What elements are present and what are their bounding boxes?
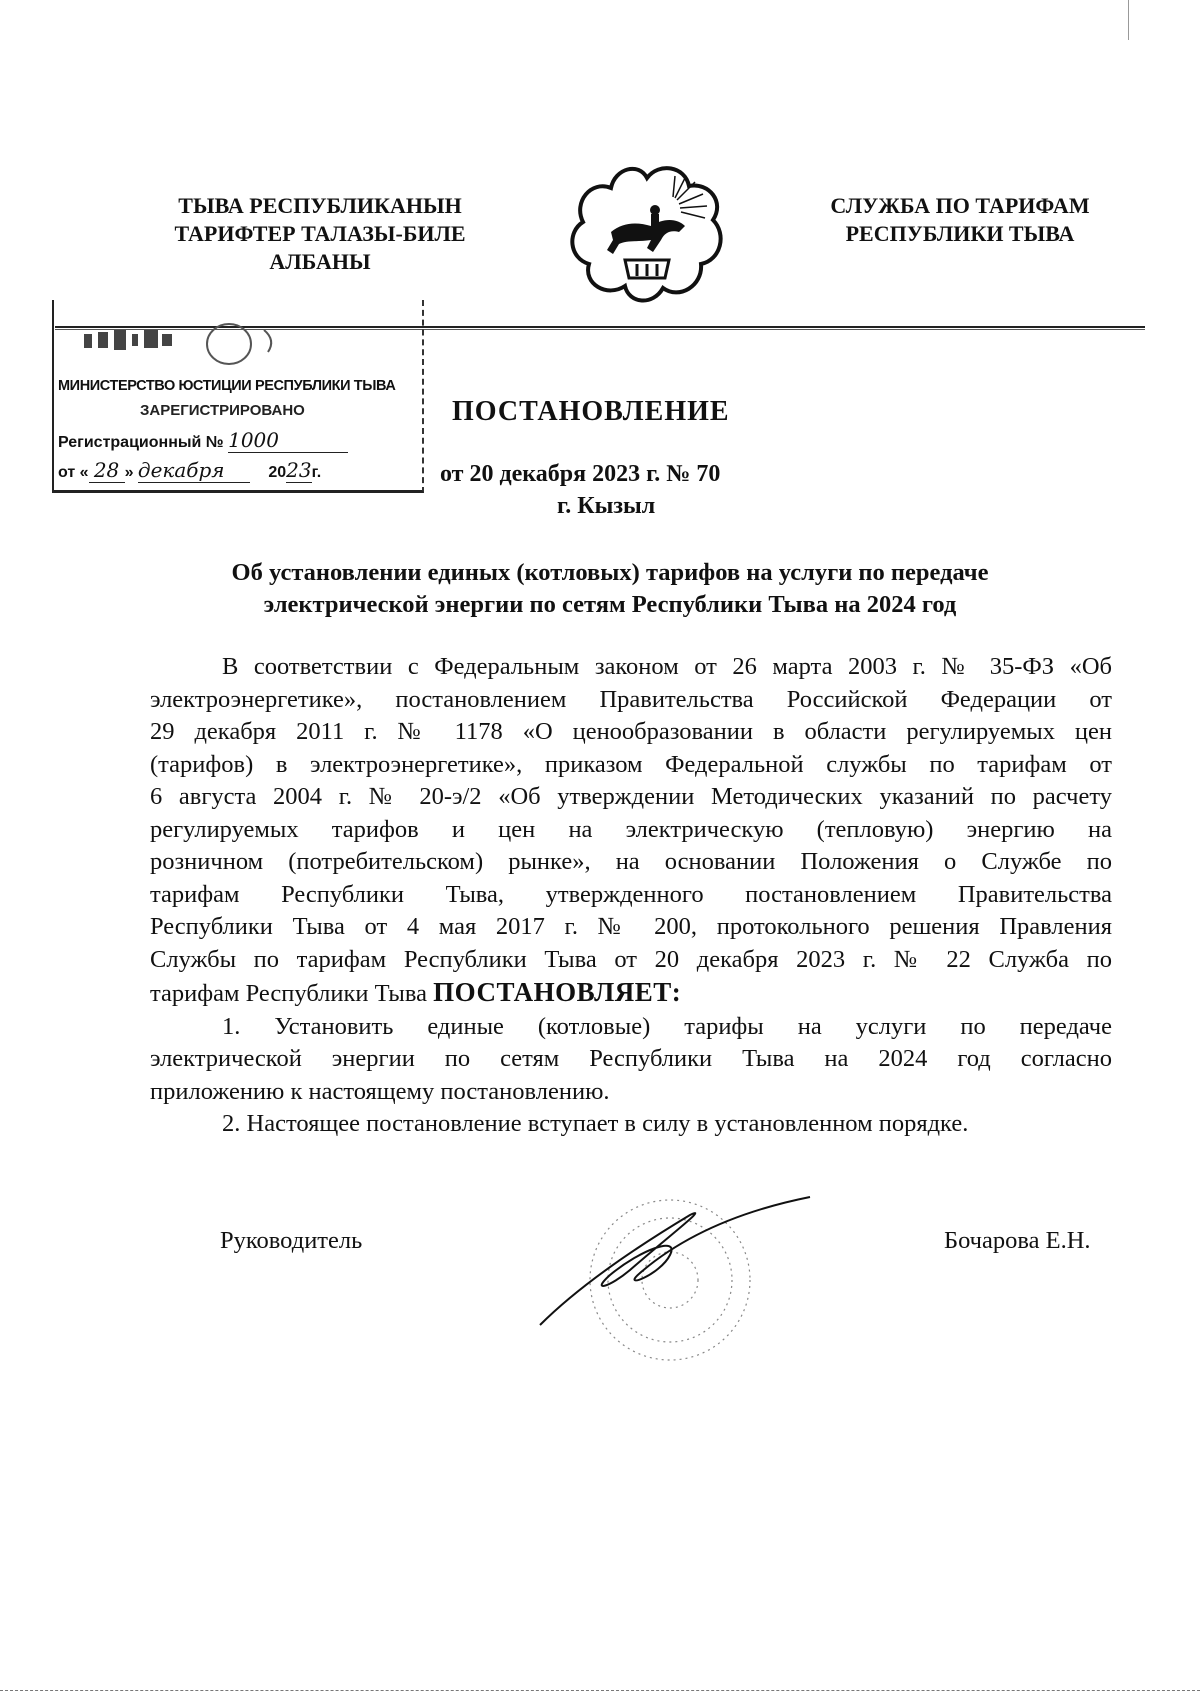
preamble-line: Службы по тарифам Республики Тыва от 20 декабря 2023 г. № 22 Служба по [150, 945, 1112, 973]
preamble-line: тарифам Республики Тыва, утвержденного постановлением Правительства [150, 880, 1112, 908]
item-1-line: электрической энергии по сетям Республики Тыва на 2024 год согласно [150, 1045, 1112, 1072]
stamp-registration-line [58, 428, 348, 453]
preamble-final-line [150, 976, 1112, 1011]
scan-edge-line [1128, 0, 1129, 40]
document-title [160, 557, 1060, 621]
item-1-line: 1. Установить единые (котловые) тарифы на услуги по передаче [222, 1012, 1112, 1040]
item-2: 2. Настоящее постановление вступает в силу в установленном порядке. [222, 1110, 969, 1137]
agency-name-russian [790, 192, 1130, 248]
stamp-reg-number: 1000 [228, 428, 348, 453]
document-title-line: Об установлении единых (котловых) тарифов на услуги по передаче [231, 559, 989, 586]
preamble-line: электроэнергетике», постановлением Правительства Российской Федерации от [150, 685, 1112, 713]
agency-name-russian-line: СЛУЖБА ПО ТАРИФАМ [830, 193, 1090, 218]
stamp-date-mid: » [124, 464, 134, 481]
agency-name-tuvan-line: АЛБАНЫ [269, 249, 371, 274]
stamp-date-year: 23 [286, 458, 312, 482]
item-1-line: приложению к настоящему постановлению. [150, 1077, 610, 1105]
preamble-line: Республики Тыва от 4 мая 2017 г. № 200, протокольного решения Правления [150, 913, 1112, 940]
document-type: ПОСТАНОВЛЕНИЕ [452, 396, 730, 427]
stamp-status: ЗАРЕГИСТРИРОВАНО [140, 402, 305, 419]
stamp-emblem-icon [64, 322, 394, 372]
agency-name-tuvan-line: ТЫВА РЕСПУБЛИКАНЫН [178, 193, 462, 218]
preamble-final-text: тарифам Республики Тыва [150, 980, 427, 1007]
stamp-date-end: г. [311, 464, 322, 481]
stamp-date-year-prefix: 20 [268, 464, 287, 481]
agency-name-russian-line: РЕСПУБЛИКИ ТЫВА [845, 221, 1075, 246]
signatory-name: Бочарова Е.Н. [944, 1227, 1091, 1254]
scan-bottom-edge [0, 1690, 1200, 1691]
preamble-line: 6 августа 2004 г. № 20-э/2 «Об утверждении Методических указаний по расчету [150, 783, 1112, 810]
stamp-date-day: 28 [89, 458, 125, 483]
signature-and-seal [520, 1175, 820, 1375]
handwritten-signature-icon [540, 1197, 810, 1325]
preamble-line: регулируемых тарифов и цен на электрическую (тепловую) энергию на [150, 815, 1112, 843]
decree-word: ПОСТАНОВЛЯЕТ: [433, 977, 682, 1007]
agency-name-tuvan-line: ТАРИФТЕР ТАЛАЗЫ-БИЛЕ [174, 221, 466, 246]
document-title-line: электрической энергии по сетям Республики Тыва на 2024 год [263, 591, 957, 618]
agency-name-tuvan [140, 192, 500, 276]
document-body [150, 651, 1112, 1141]
stamp-date-line [58, 458, 321, 483]
preamble-line: (тарифов) в электроэнергетике», приказом Федеральной службы по тарифам от [150, 750, 1112, 778]
document-date-number: от 20 декабря 2023 г. № 70 [440, 461, 721, 487]
signatory-role: Руководитель [220, 1227, 363, 1254]
yurt-icon [625, 260, 669, 278]
registration-stamp [52, 300, 424, 493]
stamp-ministry-name: МИНИСТЕРСТВО ЮСТИЦИИ РЕСПУБЛИКИ ТЫВА [58, 378, 396, 394]
official-seal-icon [590, 1200, 750, 1360]
stamp-date-prefix: от « [58, 464, 89, 481]
document-city: г. Кызыл [557, 493, 656, 519]
horseman-icon [607, 205, 685, 254]
preamble-line: розничном (потребительском) рынке», на основании Положения о Службе по [150, 848, 1112, 875]
preamble-line: 29 декабря 2011 г. № 1178 «О ценообразовании в области регулируемых цен [150, 718, 1112, 745]
stamp-date-month: декабря [138, 458, 250, 483]
preamble-line: В соответствии с Федеральным законом от 26 марта 2003 г. № 35-ФЗ «Об [222, 653, 1112, 680]
coat-of-arms-emblem [567, 160, 727, 320]
stamp-reg-label: Регистрационный № [58, 434, 224, 451]
